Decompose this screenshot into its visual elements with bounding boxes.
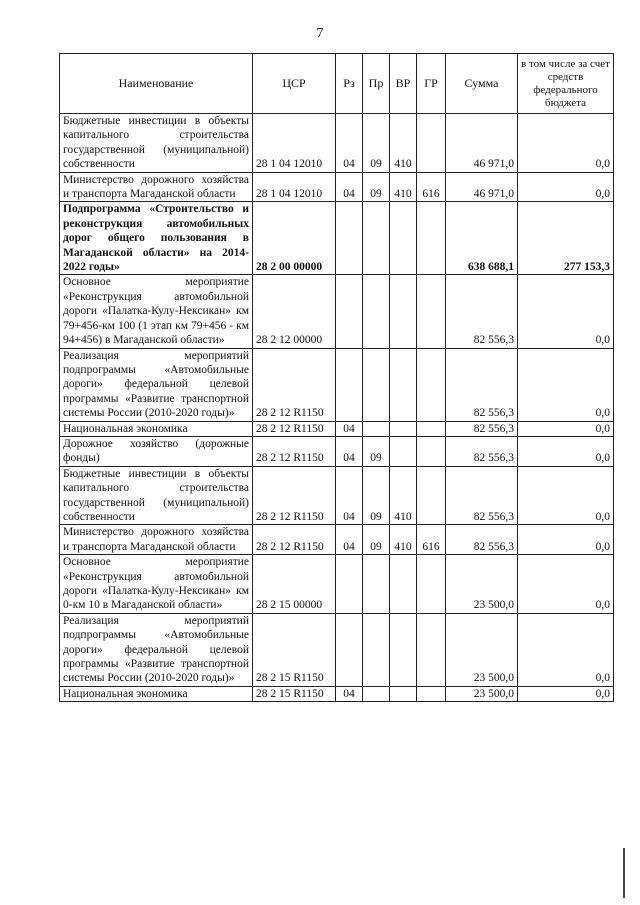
cell-gr bbox=[417, 348, 446, 421]
cell-federal: 0,0 bbox=[518, 436, 614, 466]
cell-pr bbox=[363, 348, 390, 421]
header-name: Наименование bbox=[60, 54, 253, 114]
cell-name: Дорожное хозяйство (дорожные фонды) bbox=[60, 436, 253, 466]
cell-rz bbox=[336, 202, 363, 275]
cell-csr: 28 2 12 00000 bbox=[253, 275, 336, 348]
cell-vr bbox=[390, 613, 417, 686]
cell-federal: 0,0 bbox=[518, 555, 614, 614]
cell-federal: 0,0 bbox=[518, 686, 614, 701]
cell-name: Реализация мероприятий подпрограммы «Автомобильные дороги» федеральной целевой программы «Развитие транспортной системы России (2010-2020 годы)» bbox=[60, 613, 253, 686]
cell-federal: 0,0 bbox=[518, 348, 614, 421]
cell-sum: 82 556,3 bbox=[446, 275, 518, 348]
cell-federal: 0,0 bbox=[518, 114, 614, 173]
cell-rz bbox=[336, 348, 363, 421]
header-federal: в том числе за счет средств федерального бюджета bbox=[518, 54, 614, 114]
cell-csr: 28 2 12 R1150 bbox=[253, 436, 336, 466]
cell-name: Основное мероприятие «Реконструкция автомобильной дороги «Палатка-Кулу-Нексикан» км 0-км 10 в Магаданской области» bbox=[60, 555, 253, 614]
header-vr: ВР bbox=[390, 54, 417, 114]
cell-name: Бюджетные инвестиции в объекты капитального строительства государственной (муниципальной) собственности bbox=[60, 466, 253, 525]
cell-rz: 04 bbox=[336, 421, 363, 436]
cell-vr: 410 bbox=[390, 466, 417, 525]
cell-pr bbox=[363, 275, 390, 348]
cell-rz: 04 bbox=[336, 686, 363, 701]
header-csr: ЦСР bbox=[253, 54, 336, 114]
table-body bbox=[60, 114, 614, 702]
cell-pr bbox=[363, 686, 390, 701]
cell-sum: 82 556,3 bbox=[446, 421, 518, 436]
cell-vr bbox=[390, 686, 417, 701]
table-row bbox=[60, 555, 614, 614]
header-gr: ГР bbox=[417, 54, 446, 114]
cell-sum: 23 500,0 bbox=[446, 555, 518, 614]
cell-pr bbox=[363, 613, 390, 686]
budget-table bbox=[59, 53, 614, 702]
table-row bbox=[60, 172, 614, 202]
cell-gr bbox=[417, 436, 446, 466]
table-row bbox=[60, 421, 614, 436]
cell-rz bbox=[336, 275, 363, 348]
cell-vr bbox=[390, 348, 417, 421]
cell-rz: 04 bbox=[336, 114, 363, 173]
cell-pr: 09 bbox=[363, 466, 390, 525]
cell-csr: 28 2 12 R1150 bbox=[253, 525, 336, 555]
cell-name: Реализация мероприятий подпрограммы «Автомобильные дороги» федеральной целевой программы «Развитие транспортной системы России (2010-2020 годы)» bbox=[60, 348, 253, 421]
cell-sum: 82 556,3 bbox=[446, 525, 518, 555]
cell-gr: 616 bbox=[417, 525, 446, 555]
cell-name: Бюджетные инвестиции в объекты капитального строительства государственной (муниципальной) собственности bbox=[60, 114, 253, 173]
cell-sum: 82 556,3 bbox=[446, 466, 518, 525]
cell-pr bbox=[363, 202, 390, 275]
cell-gr: 616 bbox=[417, 172, 446, 202]
cell-rz bbox=[336, 613, 363, 686]
cell-sum: 82 556,3 bbox=[446, 436, 518, 466]
cell-csr: 28 1 04 12010 bbox=[253, 172, 336, 202]
cell-vr bbox=[390, 436, 417, 466]
cell-pr bbox=[363, 555, 390, 614]
cell-gr bbox=[417, 686, 446, 701]
cell-federal: 0,0 bbox=[518, 172, 614, 202]
table-row bbox=[60, 686, 614, 701]
cell-sum: 46 971,0 bbox=[446, 172, 518, 202]
cell-csr: 28 2 15 00000 bbox=[253, 555, 336, 614]
cell-name: Министерство дорожного хозяйства и транспорта Магаданской области bbox=[60, 172, 253, 202]
header-pr: Пр bbox=[363, 54, 390, 114]
table-row bbox=[60, 348, 614, 421]
table-row bbox=[60, 436, 614, 466]
cell-name: Национальная экономика bbox=[60, 421, 253, 436]
table-row bbox=[60, 275, 614, 348]
table-row bbox=[60, 525, 614, 555]
cell-sum: 23 500,0 bbox=[446, 686, 518, 701]
cell-gr bbox=[417, 421, 446, 436]
margin-mark bbox=[623, 848, 625, 898]
header-rz: Рз bbox=[336, 54, 363, 114]
cell-federal: 277 153,3 bbox=[518, 202, 614, 275]
cell-csr: 28 2 12 R1150 bbox=[253, 348, 336, 421]
cell-name: Национальная экономика bbox=[60, 686, 253, 701]
cell-name: Подпрограмма «Строительство и реконструкция автомобильных дорог общего пользования в Магаданской области» на 2014-2022 годы» bbox=[60, 202, 253, 275]
cell-vr: 410 bbox=[390, 172, 417, 202]
cell-gr bbox=[417, 114, 446, 173]
header-sum: Сумма bbox=[446, 54, 518, 114]
table-row bbox=[60, 114, 614, 173]
cell-sum: 638 688,1 bbox=[446, 202, 518, 275]
cell-vr bbox=[390, 421, 417, 436]
table-row bbox=[60, 613, 614, 686]
cell-pr: 09 bbox=[363, 436, 390, 466]
cell-gr bbox=[417, 466, 446, 525]
cell-rz: 04 bbox=[336, 466, 363, 525]
cell-pr: 09 bbox=[363, 172, 390, 202]
cell-gr bbox=[417, 275, 446, 348]
cell-csr: 28 2 15 R1150 bbox=[253, 613, 336, 686]
cell-federal: 0,0 bbox=[518, 466, 614, 525]
cell-federal: 0,0 bbox=[518, 525, 614, 555]
page-number: 7 bbox=[316, 26, 324, 41]
cell-rz: 04 bbox=[336, 525, 363, 555]
cell-federal: 0,0 bbox=[518, 613, 614, 686]
cell-vr bbox=[390, 555, 417, 614]
cell-name: Министерство дорожного хозяйства и транспорта Магаданской области bbox=[60, 525, 253, 555]
cell-gr bbox=[417, 202, 446, 275]
cell-vr bbox=[390, 202, 417, 275]
cell-pr bbox=[363, 421, 390, 436]
cell-name: Основное мероприятие «Реконструкция автомобильной дороги «Палатка-Кулу-Нексикан» км 79+456-км 100 (1 этап км 79+456 - км 94+456) в Магаданской области» bbox=[60, 275, 253, 348]
table-row bbox=[60, 466, 614, 525]
cell-rz: 04 bbox=[336, 172, 363, 202]
cell-gr bbox=[417, 613, 446, 686]
cell-sum: 82 556,3 bbox=[446, 348, 518, 421]
cell-sum: 46 971,0 bbox=[446, 114, 518, 173]
cell-csr: 28 2 12 R1150 bbox=[253, 421, 336, 436]
cell-csr: 28 2 12 R1150 bbox=[253, 466, 336, 525]
cell-pr: 09 bbox=[363, 114, 390, 173]
cell-vr: 410 bbox=[390, 525, 417, 555]
cell-csr: 28 2 00 00000 bbox=[253, 202, 336, 275]
table-header-row bbox=[60, 54, 614, 114]
cell-vr bbox=[390, 275, 417, 348]
cell-rz: 04 bbox=[336, 436, 363, 466]
cell-federal: 0,0 bbox=[518, 421, 614, 436]
cell-gr bbox=[417, 555, 446, 614]
table-row bbox=[60, 202, 614, 275]
cell-rz bbox=[336, 555, 363, 614]
cell-vr: 410 bbox=[390, 114, 417, 173]
cell-pr: 09 bbox=[363, 525, 390, 555]
cell-csr: 28 2 15 R1150 bbox=[253, 686, 336, 701]
cell-federal: 0,0 bbox=[518, 275, 614, 348]
cell-csr: 28 1 04 12010 bbox=[253, 114, 336, 173]
cell-sum: 23 500,0 bbox=[446, 613, 518, 686]
